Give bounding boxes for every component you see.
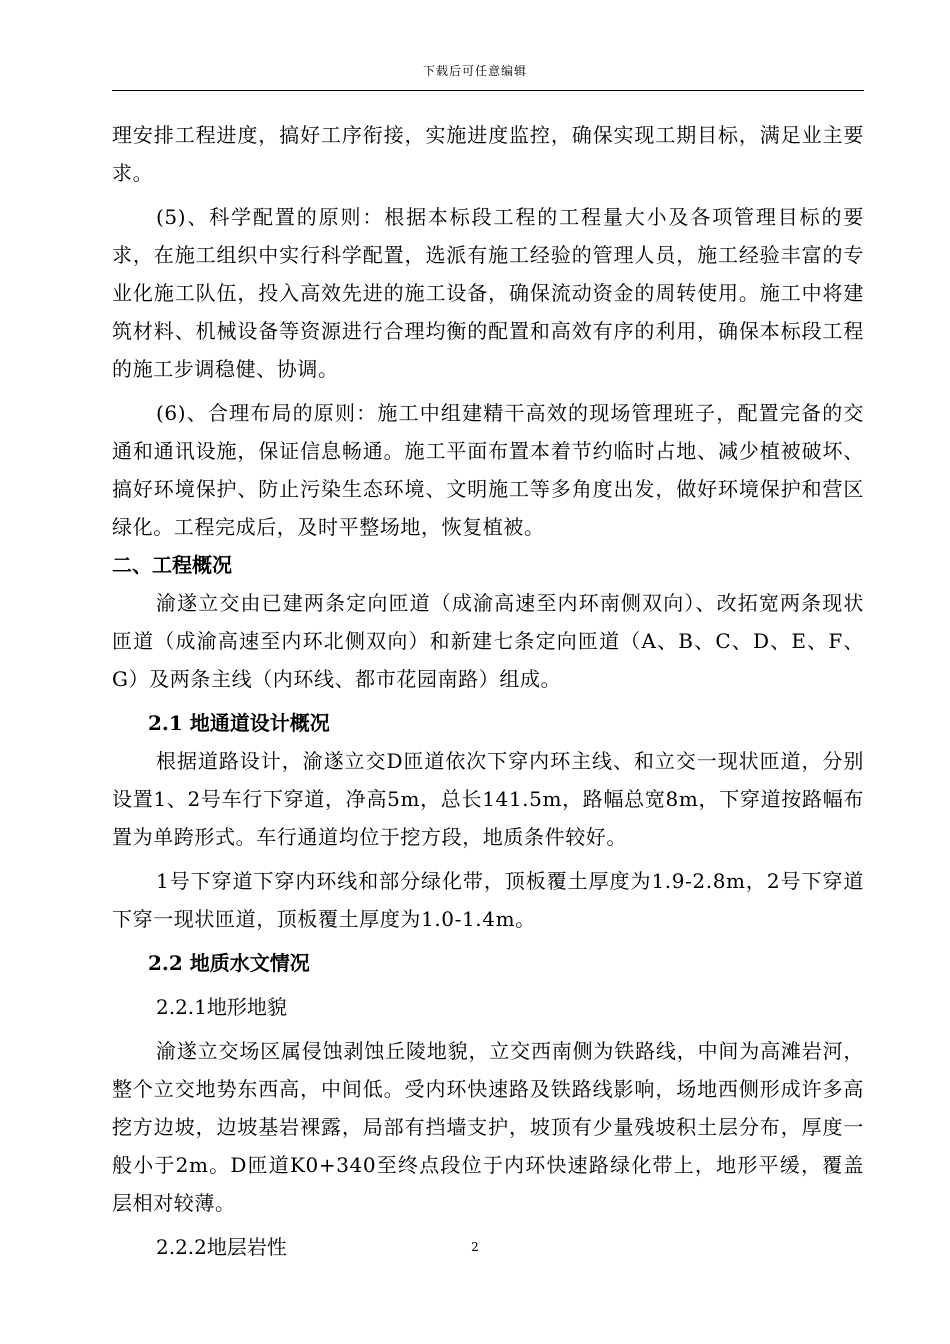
paragraph-schedule-continued: 理安排工程进度，搞好工序衔接，实施进度监控，确保实现工期目标，满足业主要求。 bbox=[112, 123, 864, 185]
section-heading-project-overview: 二、工程概况 bbox=[112, 553, 232, 577]
paragraph-terrain: 渝遂立交场区属侵蚀剥蚀丘陵地貌，立交西南侧为铁路线，中间为高滩岩河，整个立交地势东西高，中间低。受内环快速路及铁路线影响，场地西侧形成许多高挖方边坡，边坡基岩裸露，局部有挡墙支护，坡顶有少量残坡积土层分布，厚度一般小于2m。D匝道K0+340至终点段位于内环快速路绿化带上，地形平缓，覆盖层相对较薄。 bbox=[112, 1039, 864, 1215]
paragraph-interchange-composition: 渝遂立交由已建两条定向匝道（成渝高速至内环南侧双向）、改拓宽两条现状匝道（成渝高速至内环北侧双向）和新建七条定向匝道（A、B、C、D、E、F、G）及两条主线（内环线、都市花园南路）组成。 bbox=[112, 591, 864, 691]
paragraph-underpass-design: 根据道路设计，渝遂立交D匝道依次下穿内环主线、和立交一现状匝道，分别设置1、2号车行下穿道，净高5m，总长141.5m，路幅总宽8m，下穿道按路幅布置为单跨形式。车行通道均位于挖方段，地质条件较好。 bbox=[112, 749, 864, 849]
subsubsection-heading-terrain: 2.2.1地形地貌 bbox=[156, 995, 287, 1019]
paragraph-reasonable-layout: (6)、合理布局的原则：施工中组建精干高效的现场管理班子，配置完备的交通和通讯设施，保证信息畅通。施工平面布置本着节约临时占地、减少植被破坏、搞好环境保护、防止污染生态环境、文明施工等多角度出发，做好环境保护和营区绿化。工程完成后，及时平整场地，恢复植被。 bbox=[112, 401, 864, 539]
paragraph-scientific-allocation: (5)、科学配置的原则：根据本标段工程的工程量大小及各项管理目标的要求，在施工组织中实行科学配置，选派有施工经验的管理人员，施工经验丰富的专业化施工队伍，投入高效先进的施工设备，确保流动资金的周转使用。施工中将建筑材料、机械设备等资源进行合理均衡的配置和高效有序的利用，确保本标段工程的施工步调稳健、协调。 bbox=[112, 205, 864, 381]
subsection-heading-underpass-design: 2.1 地通道设计概况 bbox=[148, 711, 330, 735]
paragraph-underpass-cover: 1号下穿道下穿内环线和部分绿化带，顶板覆土厚度为1.9-2.8m，2号下穿道下穿一现状匝道，顶板覆土厚度为1.0-1.4m。 bbox=[112, 869, 864, 931]
page-number: 2 bbox=[471, 1240, 479, 1254]
document-body bbox=[112, 116, 864, 1266]
page-header: 下载后可任意编辑 bbox=[422, 64, 527, 78]
header-divider bbox=[112, 90, 864, 91]
subsubsection-heading-strata: 2.2.2地层岩性 bbox=[156, 1235, 287, 1259]
subsection-heading-geology-hydrology: 2.2 地质水文情况 bbox=[148, 951, 310, 975]
